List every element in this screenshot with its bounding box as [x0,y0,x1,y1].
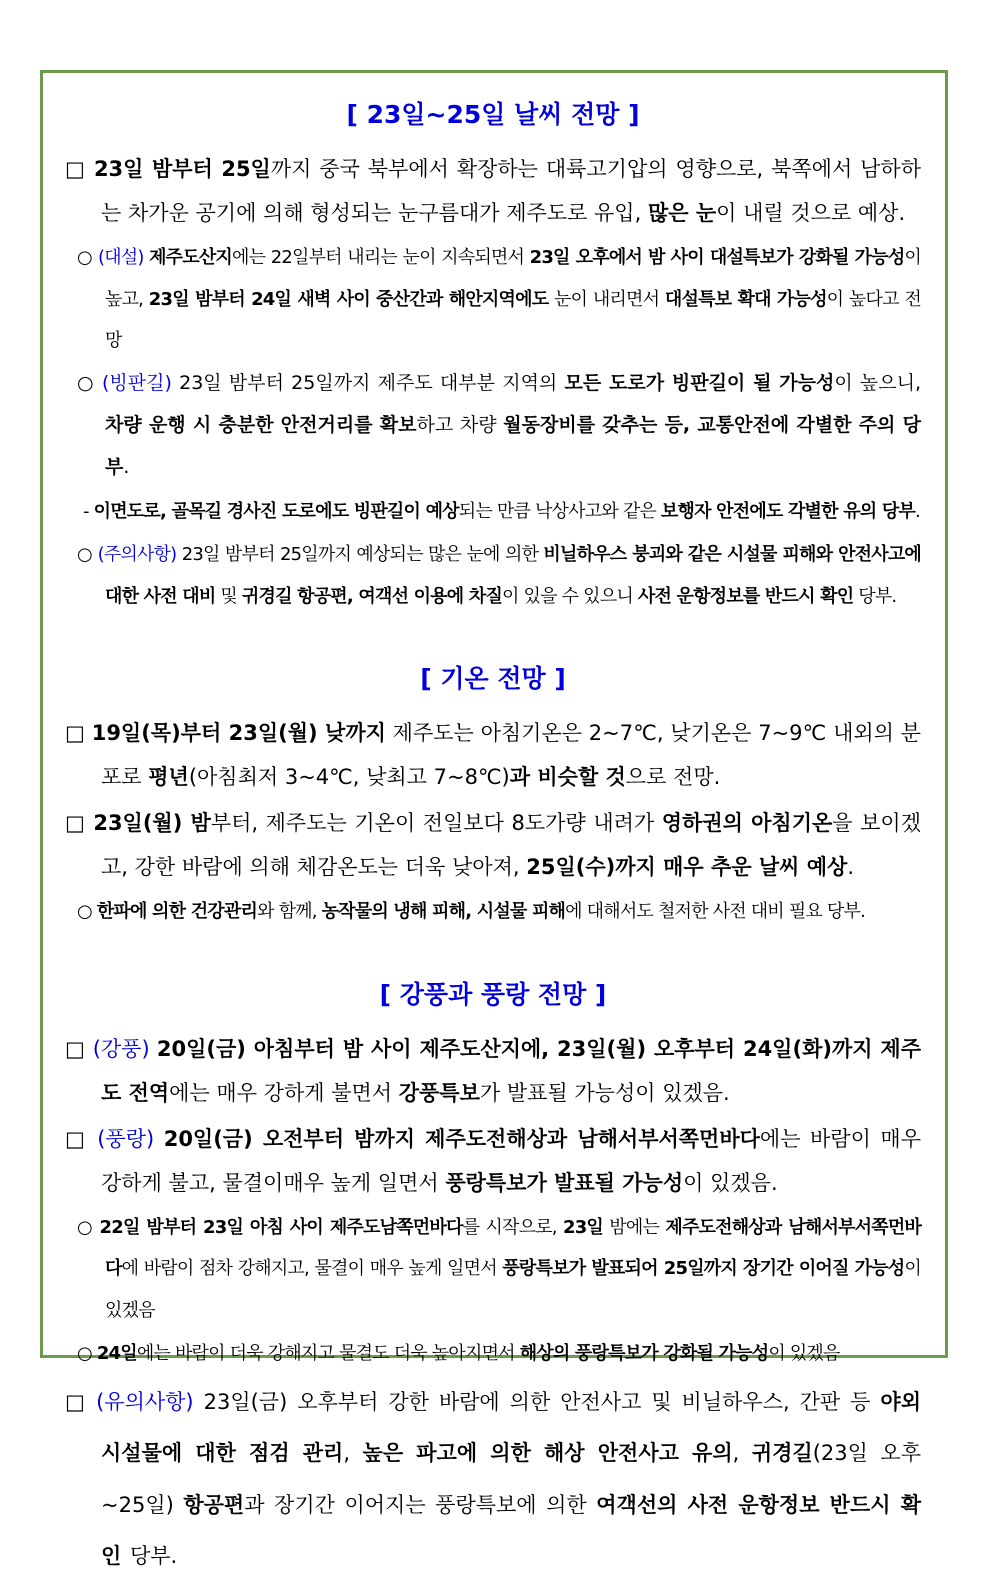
text-segment: 이 있겠음 [768,1343,840,1365]
text-segment: 를 시작으로, [462,1217,563,1239]
text-segment: 와 함께, [257,901,322,923]
text-segment: 에는 매우 강하게 불면서 [169,1080,399,1105]
circle-bullet-icon: ○ [77,247,98,269]
circle-bullet-icon: ○ [77,1343,97,1365]
text-segment: 이 있을 수 있으니 [502,585,638,607]
text-segment: 23일 밤부터 24일 새벽 사이 중산간과 해안지역에도 [148,288,549,310]
text-segment: 야외 시설물에 대한 점검 관리 [101,1389,921,1466]
category-label: (유의사항) [96,1389,204,1414]
text-segment: 많은 눈 [647,201,717,226]
paragraph [65,1117,921,1205]
text-segment: 당부. [121,1543,178,1568]
paragraph [77,237,921,361]
text-segment: 25일(수)까지 매우 추운 날씨 예상 [526,855,848,880]
paragraph [65,147,921,235]
square-bullet-icon: □ [65,811,94,836]
text-segment: 에는 바람이 매우 강하게 불고, 물결이매우 높게 일면서 [101,1126,921,1195]
text-segment: 제주도산지 [149,247,233,269]
square-bullet-icon: □ [65,157,94,181]
text-segment: 및 [215,585,242,607]
circle-bullet-icon: ○ [77,1217,100,1239]
text-segment: , [732,1441,752,1466]
text-segment: 한파에 의한 건강관리 [96,901,258,923]
text-segment: 강풍특보 [398,1080,480,1105]
text-segment: 이 있겠음 [105,1258,921,1321]
text-segment: (아침최저 3~4℃, 낮최고 7~8℃) [188,765,510,790]
section-temperature-outlook [65,659,921,933]
section-wind-wave-outlook [65,975,921,1582]
text-segment: 항공편 [183,1492,245,1517]
circle-bullet-icon: ○ [77,901,97,923]
text-segment: 과 장기간 이어지는 풍랑특보에 의한 [244,1492,597,1517]
text-segment: 영하권의 아침기온 [661,811,833,836]
text-segment: 24일 [96,1343,137,1365]
text-segment: 되는 만큼 낙상사고와 같은 [458,500,661,522]
square-bullet-icon: □ [65,720,92,745]
text-segment: 사전 운항정보를 반드시 확인 [637,585,854,607]
category-label: (대설) [97,247,150,269]
text-segment: 평년 [148,765,189,790]
text-segment: 부터, 제주도는 기온이 전일보다 8도가량 내려가 [210,811,662,836]
text-segment: 보행자 안전에도 각별한 유의 당부 [660,500,916,522]
text-segment: 23일 밤부터 25일까지 예상되는 많은 눈에 의한 [181,544,544,566]
text-segment: 모든 도로가 빙판길이 될 가능성 [564,372,835,395]
text-segment: 이 있겠음. [683,1170,778,1195]
section-title: [ 23일~25일 날씨 전망 ] [346,100,640,129]
text-segment: 높은 파고에 의한 해상 안전사고 유의 [362,1441,733,1466]
text-segment: 제주도는 아침기온은 2~7℃, 낮기온은 7~9℃ 내외의 분포로 [101,720,921,790]
paragraph [77,534,921,617]
text-segment: 귀경길 [751,1441,813,1466]
paragraph [77,1207,921,1331]
text-segment: 20일(금) 오전부터 밤까지 제주도전해상과 남해서부서쪽먼바다 [163,1126,760,1151]
text-segment: 20일(금) 아침부터 밤 사이 제주도산지에, 23일(월) 오후부터 24일(화)까지 제주도 전역 [101,1036,921,1105]
paragraph [65,1377,921,1582]
text-segment: 에 대해서도 철저한 사전 대비 필요 당부. [565,901,866,923]
text-segment: 을 보이겠고, 강한 바람에 의해 체감온도는 더욱 낮아져, [101,811,921,880]
square-bullet-icon: □ [65,1389,97,1414]
text-segment: 풍랑특보가 발표되어 25일까지 장기간 이어질 가능성 [502,1258,905,1280]
text-segment: 이 높고, [105,247,922,310]
text-segment: 23일 [562,1217,604,1239]
paragraph [83,491,921,532]
text-segment: 22일 밤부터 23일 아침 사이 제주도남쪽먼바다 [99,1217,463,1239]
category-label: (풍랑) [97,1126,164,1151]
text-segment: . [847,855,855,880]
paragraph [77,1333,921,1374]
paragraph [65,1027,921,1115]
category-label: (강풍) [92,1036,157,1061]
text-segment: , [343,1441,363,1466]
text-segment: . [915,500,920,522]
paragraph [77,891,921,932]
text-segment: 월동장비를 갖추는 등, 교통안전에 각별한 주의 당부 [105,414,921,478]
paragraph [65,801,921,889]
section-title: [ 기온 전망 ] [420,663,566,693]
text-segment: 23일 밤부터 25일 [93,157,271,181]
text-segment: 으로 전망. [625,765,721,790]
text-segment: 에 바람이 점차 강해지고, 물결이 매우 높게 일면서 [121,1258,503,1280]
category-label: (빙판길) [102,372,180,395]
text-segment: 대설특보 확대 가능성 [664,288,827,310]
paragraph [65,711,921,799]
section-title: [ 강풍과 풍랑 전망 ] [379,979,607,1009]
text-segment: 23일 오후에서 밤 사이 대설특보가 강화될 가능성 [529,247,905,269]
text-segment: 밤에는 [603,1217,666,1239]
text-segment: 하고 차량 [416,414,504,437]
text-segment: 비닐하우스 붕괴와 같은 시설물 피해와 안전사고에 대한 사전 대비 [105,544,922,607]
text-segment: 여객선의 사전 운항정보 반드시 확인 [101,1492,922,1568]
text-segment: 농작물의 냉해 피해, 시설물 피해 [321,901,566,923]
text-segment: 이 높다고 전망 [105,288,921,351]
text-segment: 23일(월) 밤 [93,811,211,836]
text-segment: 귀경길 항공편, 여객선 이용에 차질 [241,585,503,607]
dash-bullet-icon: - [83,500,94,522]
text-segment: 23일(금) 오후부터 강한 바람에 의한 안전사고 및 비닐하우스, 간판 등 [203,1389,881,1414]
text-segment: 이 내릴 것으로 예상. [716,201,906,226]
square-bullet-icon: □ [65,1126,98,1151]
text-segment: 까지 중국 북부에서 확장하는 대륙고기압의 영향으로, 북쪽에서 남하하는 차가운 공기에 의해 형성되는 눈구름대가 제주도로 유입, [101,157,921,226]
document-frame [40,70,948,1568]
text-segment: 에는 22일부터 내리는 눈이 지속되면서 [232,247,530,269]
document-sections [65,95,921,1582]
text-segment: 차량 운행 시 충분한 안전거리를 확보 [105,414,417,437]
text-segment: 해상의 풍랑특보가 강화될 가능성 [519,1343,769,1365]
text-segment: 과 비슷할 것 [509,765,626,790]
text-segment: 19일(목)부터 23일(월) 낮까지 [91,720,386,745]
text-segment: 이면도로, 골목길 경사진 도로에도 빙판길이 예상 [93,500,459,522]
text-segment: 이 높으니, [834,372,921,395]
text-segment: 23일 밤부터 25일까지 제주도 대부분 지역의 [179,372,565,395]
square-bullet-icon: □ [65,1036,93,1061]
paragraph [77,363,921,488]
text-segment: (23일 오후~25일) [101,1441,921,1517]
circle-bullet-icon: ○ [77,544,98,566]
text-segment: 눈이 내리면서 [548,288,665,310]
circle-bullet-icon: ○ [77,372,102,395]
text-segment: . [123,455,130,478]
text-segment: 가 발표될 가능성이 있겠음. [479,1080,730,1105]
text-segment: 당부. [853,585,897,607]
category-label: (주의사항) [97,544,182,566]
text-segment: 제주도전해상과 남해서부서쪽먼바다 [105,1217,922,1280]
section-weather-outlook [65,95,921,617]
text-segment: 풍랑특보가 발표될 가능성 [445,1170,684,1195]
text-segment: 에는 바람이 더욱 강해지고 물결도 더욱 높아지면서 [136,1343,520,1365]
